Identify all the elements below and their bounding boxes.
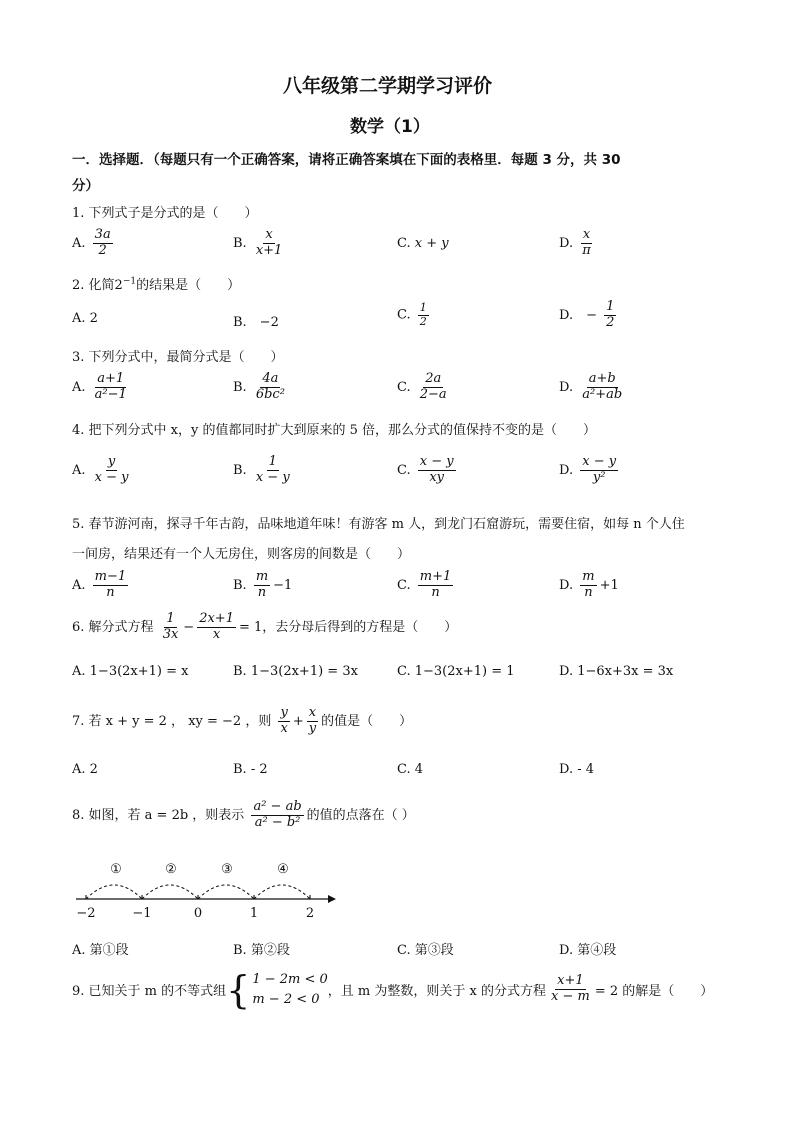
question-5-stem-line2: 一间房，结果还有一个人无房住，则客房的间数是（ ）: [72, 547, 411, 562]
fraction-denominator: n: [106, 584, 115, 600]
question-8-stem: [72, 800, 415, 831]
q1-option-c: [397, 236, 449, 251]
fraction-denominator: y: [308, 720, 317, 736]
fraction-denominator: a² − b²: [254, 814, 301, 830]
option-label: B.: [233, 379, 247, 395]
q4-option-b: [233, 455, 295, 486]
segment-label-1: ①: [110, 862, 122, 877]
fraction-denominator: a²−1: [94, 386, 127, 402]
stem-text: 7. 若 x + y = 2 ， xy = −2 ，则: [72, 713, 272, 729]
q5-option-c: [397, 570, 456, 601]
stem-text: 2. 化简: [72, 278, 115, 293]
q5-option-d: [559, 570, 619, 601]
fraction-denominator: n: [257, 584, 267, 600]
q4-option-d: [559, 455, 621, 486]
option-label: B.: [233, 577, 247, 593]
fraction-denominator: 3x: [162, 626, 179, 642]
tick-label: 0: [193, 906, 203, 921]
fraction-denominator: π: [582, 242, 591, 258]
q3-option-c: [397, 372, 452, 403]
option-label: C.: [397, 379, 411, 395]
page-title: 八年级第二学期学习评价: [283, 75, 493, 97]
fraction-numerator: m: [255, 569, 269, 584]
segment-arc-1: [86, 885, 142, 899]
stem-text: 的值的点落在（ ）: [306, 807, 415, 823]
option-label: A.: [72, 379, 86, 395]
option-label: C.: [397, 577, 411, 593]
stem-text: 9. 已知关于 m 的不等式组: [72, 984, 227, 999]
fraction-numerator: 3a: [94, 227, 111, 242]
fraction-numerator: m+1: [419, 569, 452, 584]
q2-option-a: A. 2: [72, 311, 98, 326]
inequality-row-1: 1 − 2m < 0: [252, 972, 328, 987]
tick-label: −1: [132, 906, 152, 921]
q7-option-b: B. - 2: [233, 762, 268, 777]
option-label: D.: [559, 379, 574, 395]
fraction-denominator: n: [584, 584, 593, 600]
fraction-denominator: n: [431, 584, 440, 600]
q5-option-b: [233, 570, 292, 601]
question-5-stem-line1: 5. 春节游河南，探寻千年古韵，品味地道年味！有游客 m 人，到龙门石窟游玩，需要住宿，如每 n 个人住: [72, 517, 685, 532]
segment-arc-4: [254, 885, 310, 899]
option-label: C.: [397, 307, 411, 323]
fraction-numerator: 1: [166, 611, 175, 626]
stem-text: = 2 的解是（ ）: [594, 984, 714, 999]
question-9-stem: [72, 967, 714, 1012]
fraction-denominator: x − m: [551, 989, 590, 1004]
fraction-denominator: x+1: [255, 242, 283, 258]
fraction-numerator: 2a: [425, 371, 442, 386]
brace-icon: {: [226, 967, 251, 1012]
fraction-numerator: m−1: [94, 569, 127, 584]
page-subtitle: 数学（1）: [350, 117, 430, 137]
q2-option-d: [559, 300, 619, 331]
option-label: B.: [233, 462, 247, 478]
option-label: C.: [397, 236, 411, 251]
inequality-row-2: m − 2 < 0: [252, 991, 320, 1007]
option-tail: −1: [273, 577, 293, 593]
segment-arc-3: [198, 885, 254, 899]
q7-option-c: C. 4: [397, 762, 424, 777]
q1-option-a: [72, 228, 116, 259]
q7-option-a: A. 2: [72, 762, 98, 777]
q5-option-a: [72, 570, 131, 601]
option-label: C.: [397, 462, 411, 478]
fraction-numerator: a+b: [588, 371, 616, 386]
fraction-numerator: x − y: [419, 454, 454, 469]
q4-option-c: [397, 455, 459, 486]
q3-option-d: [559, 372, 627, 403]
fraction-denominator: xy: [429, 469, 445, 485]
segment-label-4: ④: [277, 862, 289, 877]
q2-option-c: [397, 302, 432, 328]
question-3-stem: 3. 下列分式中，最简分式是（ ）: [72, 350, 284, 365]
fraction-numerator: a+1: [97, 371, 125, 386]
fraction-numerator: 2x+1: [199, 611, 234, 626]
fraction-numerator: 1: [606, 299, 615, 314]
question-1-stem: 1. 下列式子是分式的是（ ）: [72, 206, 258, 221]
tick-label: 2: [305, 906, 315, 921]
fraction-numerator: x: [265, 227, 273, 242]
fraction-denominator: 2−a: [419, 386, 447, 402]
fraction-denominator: x − y: [94, 469, 129, 485]
stem-text: 8. 如图，若 a = 2b ，则表示: [72, 807, 245, 823]
q7-option-d: D. - 4: [559, 762, 595, 777]
fraction-denominator: a²+ab: [582, 386, 623, 402]
tick-label: −2: [76, 906, 96, 921]
stem-text: 的结果是（ ）: [136, 278, 241, 293]
fraction-denominator: y²: [592, 469, 606, 485]
q6-option-b: B. 1−3(2x+1) = 3x: [233, 664, 358, 679]
q8-option-c: C. 第③段: [397, 943, 454, 958]
q6-option-c: C. 1−3(2x+1) = 1: [397, 664, 515, 679]
question-2-stem: [72, 274, 240, 293]
q8-option-a: A. 第①段: [72, 943, 129, 958]
q8-option-d: D. 第④段: [559, 943, 617, 958]
section-heading-line1: 一．选择题．（每题只有一个正确答案，请将正确答案填在下面的表格里．每题 3 分，共 30: [72, 152, 621, 168]
option-label: D.: [559, 462, 574, 478]
number-line-figure: [70, 855, 340, 925]
question-4-stem: 4. 把下列分式中 x，y 的值都同时扩大到原来的 5 倍，那么分式的值保持不变的是（ ）: [72, 423, 597, 438]
fraction-numerator: 1: [268, 454, 277, 469]
segment-arc-2: [142, 885, 198, 899]
fraction-denominator: 2: [419, 314, 427, 328]
stem-exponent: −1: [122, 276, 137, 287]
option-label: D. −: [559, 307, 597, 323]
option-label: D.: [559, 235, 574, 251]
q8-option-b: B. 第②段: [233, 943, 290, 958]
q4-option-a: [72, 455, 134, 486]
fraction-numerator: y: [107, 454, 116, 469]
fraction-numerator: x: [582, 227, 591, 242]
fraction-numerator: 1: [419, 301, 427, 314]
fraction-denominator: x: [280, 720, 288, 736]
option-label: D.: [559, 577, 574, 593]
fraction-denominator: 6bc²: [255, 386, 285, 402]
segment-label-3: ③: [221, 862, 233, 877]
fraction-numerator: m: [582, 569, 595, 584]
operator: +: [292, 713, 304, 729]
fraction-numerator: x+1: [557, 973, 584, 989]
q6-option-d: D. 1−6x+3x = 3x: [559, 664, 674, 679]
option-label: A.: [72, 577, 86, 593]
axis-arrow-icon: [328, 895, 336, 903]
q6-option-a: A. 1−3(2x+1) = x: [72, 664, 189, 679]
question-6-stem: [72, 612, 457, 643]
fraction-numerator: x: [308, 705, 317, 720]
stem-text: ，且 m 为整数，则关于 x 的分式方程: [327, 984, 546, 999]
question-7-stem: [72, 706, 412, 737]
option-label: A.: [72, 235, 86, 251]
option-label: B.: [233, 235, 247, 251]
inequality-system: [226, 967, 328, 1012]
q3-option-b: [233, 372, 290, 403]
stem-text: 的值是（ ）: [321, 713, 413, 729]
stem-text: 6. 解分式方程: [72, 619, 154, 635]
fraction-numerator: x − y: [582, 454, 617, 469]
stem-base: 2: [114, 278, 123, 293]
fraction-numerator: 4a: [262, 371, 279, 386]
segment-label-2: ②: [165, 862, 177, 877]
fraction-denominator: x − y: [255, 469, 290, 485]
fraction-numerator: a² − ab: [253, 799, 302, 814]
section-heading-line2: 分）: [72, 178, 99, 194]
stem-text: = 1，去分母后得到的方程是（ ）: [238, 619, 458, 635]
option-label: A.: [72, 462, 86, 478]
fraction-denominator: x: [212, 626, 221, 642]
q2-option-b: B. −2: [233, 315, 279, 330]
q1-option-d: [559, 228, 596, 259]
fraction-numerator: y: [280, 705, 288, 720]
q3-option-a: [72, 372, 132, 403]
fraction-denominator: 2: [98, 242, 107, 258]
fraction-denominator: 2: [606, 314, 615, 330]
option-expression: x + y: [414, 236, 449, 251]
q1-option-b: [233, 228, 287, 259]
tick-label: 1: [249, 906, 259, 921]
option-tail: +1: [599, 577, 619, 593]
operator: −: [183, 619, 195, 635]
